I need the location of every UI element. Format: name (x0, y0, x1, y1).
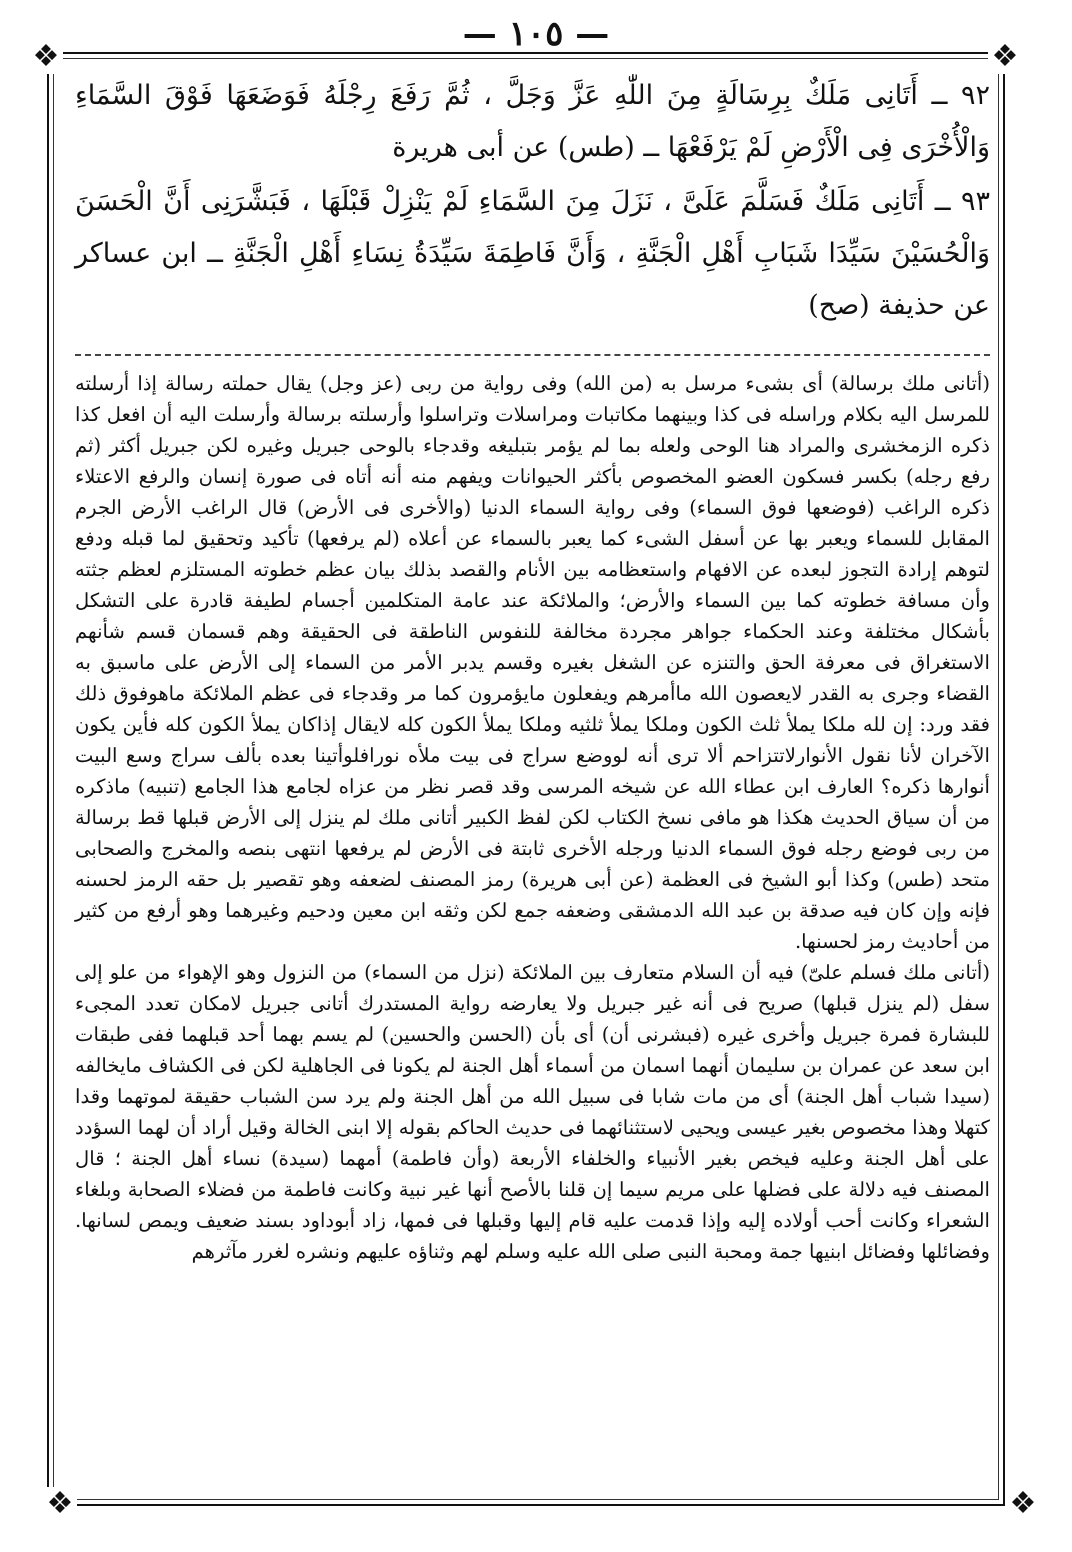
corner-ornament-icon: ❖ (988, 40, 1022, 74)
page-number: — ١٠٥ — (462, 14, 610, 54)
commentary-paragraph: (أتانى ملك فسلم علىّ) فيه أن السلام متعارف بين الملائكة (نزل من السماء) من النزول وهو الإهواء من علو إلى سفل (لم ينزل قبلها) صريح فى أنه غير جبريل ولا يعارضه رواية المستدرك أتانى جبريل لامكان تعدد المجىء للبشارة فمرة جبريل وأخرى غيره (فبشرنى أن) أى بأن (الحسن والحسين) لم يسم بهما أحد قبلهما ففى طبقات ابن سعد عن عمران بن سليمان أنهما اسمان من أسماء أهل الجنة لم يكونا فى الجاهلية لكن فى الكشاف مايخالفه (سيدا شباب أهل الجنة) أى من مات شابا فى سبيل الله من أهل الجنة ولم يرد سن الشباب حقيقة لموتهما وقدا كتهلا وهذا مخصوص بغير عيسى ويحيى لاستثنائهما فى حديث الحاكم بقوله إلا ابنى الخالة وقيل أراد أن لهما السؤدد على أهل الجنة وعليه فيخص بغير الأنبياء والخلفاء الأربعة (وأن فاطمة) أمهما (سيدة) نساء أهل الجنة ؛ قال المصنف فيه دلالة على فضلها على مريم سيما إن قلنا بالأصح أنها غير نبية وكانت فاطمة من فضلاء الصحابة وبلغاء الشعراء وكانت أحب أولاده إليه وإذا قدمت عليه قام إليها وقبلها فى فمها، زاد أبوداود بسند ضعيف ويمص لسانها. وفضائلها وفضائل ابنيها جمة ومحبة النبى صلى الله عليه وسلم لهم وثناؤه عليهم ونشره لغرر مآثرهم (75, 961, 990, 1263)
corner-ornament-icon: ❖ (1006, 1487, 1040, 1521)
corner-ornament-icon: ❖ (43, 1487, 77, 1521)
hadith-92: ٩٢ ــ أَتَانِى مَلَكٌ بِرِسَالَةٍ مِنَ اللّٰهِ عَزَّ وَجَلَّ ، ثُمَّ رَفَعَ رِجْلَهُ فَوَضَعَهَا فَوْقَ السَّمَاءِ وَالْأُخْرَى فِى الْأَرْضِ لَمْ يَرْفَعْهَا ــ (طس) عن أبى هريرة (75, 80, 990, 163)
commentary-paragraph: (أتانى ملك برسالة) أى بشىء مرسل به (من الله) وفى رواية من ربى (عز وجل) يقال حملته رسالة إذا أرسلته للمرسل اليه بكلام وراسله فى كذا وبينهما مكاتبات ومراسلات وتراسلوا وأرسلته برسالة وأرسلت اليه أن افعل كذا ذكره الزمخشرى والمراد هنا الوحى ولعله بما لم يؤمر بتبليغه وقدجاء بالوحى جبريل وغيره لكن جبريل أكثر (ثم رفع رجله) بكسر فسكون العضو المخصوص بأكثر الحيوانات ويفهم منه أنه أتاه فى صورة إنسان والرفع الاعتلاء ذكره الراغب (فوضعها فوق السماء) وفى رواية السماء الدنيا (والأخرى فى الأرض) قال الراغب الأرض الجرم المقابل للسماء ويعبر بها عن أسفل الشىء كما يعبر بالسماء عن أعلاه (لم يرفعها) تأكيد وتحقيق لما قبله ودفع لتوهم إرادة التجوز لبعده عن الافهام واستعظامه بين الأنام والقصد بذلك بيان عظم خطوته المستلزم لعظم جثته وأن مسافة خطوته كما بين السماء والأرض؛ والملائكة عند عامة المتكلمين أجسام لطيفة قادرة على التشكل بأشكال مختلفة وعند الحكماء جواهر مجردة مخالفة للنفوس الناطقة فى الحقيقة وهم قسمان قسم شأنهم الاستغراق فى معرفة الحق والتنزه عن الشغل بغيره وقسم يدبر الأمر من السماء إلى الأرض على ماسبق به القضاء وجرى به القدر لايعصون الله ماأمرهم ويفعلون مايؤمرون كما مر وقدجاء فى عظم الملائكة ماهوفوق ذلك فقد ورد: إن لله ملكا يملأ ثلث الكون وملكا يملأ ثلثيه وملكا يملأ الكون كله لايقال إذاكان يملأ الكون كله فأين يكون الآخران لأنا نقول الأنوارلاتتزاحم ألا ترى أنه لووضع سراج فى بيت ملأه نورافلوأتينا بعده بألف سراج وسع البيت أنوارها ذكره؟ العارف ابن عطاء الله عن شيخه المرسى وقد قصر نظر من عزاه لجامع هذا الجامع (تنبيه) ماذكره من أن سياق الحديث هكذا هو مافى نسخ الكتاب لكن لفظ الكبير أتانى ملك لم ينزل إلى الأرض قبلها قط برسالة من ربى فوضع رجله فوق السماء الدنيا ورجله الأخرى ثابتة فى الأرض لم يرفعها انتهى بنصه والمخرج والصحابى متحد (طس) وكذا أبو الشيخ فى العظمة (عن أبى هريرة) رمز المصنف لضعفه وهو تقصير بل حقه الرمز لحسنه فإنه وإن كان فيه صدقة بن عبد الله الدمشقى وضعفه جمع لكن وثقه ابن معين ودحيم وغيرهما وهو أرفع من كثير من أحاديث رمز لحسنها. (75, 372, 990, 953)
section-divider (75, 354, 990, 356)
hadith-93: ٩٣ ــ أَتَانِى مَلَكٌ فَسَلَّمَ عَلَىَّ ، نَزَلَ مِنَ السَّمَاءِ لَمْ يَنْزِلْ قَبْلَهَا ، فَبَشَّرَنِى أَنَّ الْحَسَنَ وَالْحُسَيْنَ سَيِّدَا شَبَابِ أَهْلِ الْجَنَّةِ ، وَأَنَّ فَاطِمَةَ سَيِّدَةُ نِسَاءِ أَهْلِ الْجَنَّةِ ــ ابن عساكر عن حذيفة (صح) (75, 186, 990, 321)
corner-ornament-icon: ❖ (29, 40, 63, 74)
page-content (75, 70, 990, 1267)
commentary-section (75, 368, 990, 1267)
